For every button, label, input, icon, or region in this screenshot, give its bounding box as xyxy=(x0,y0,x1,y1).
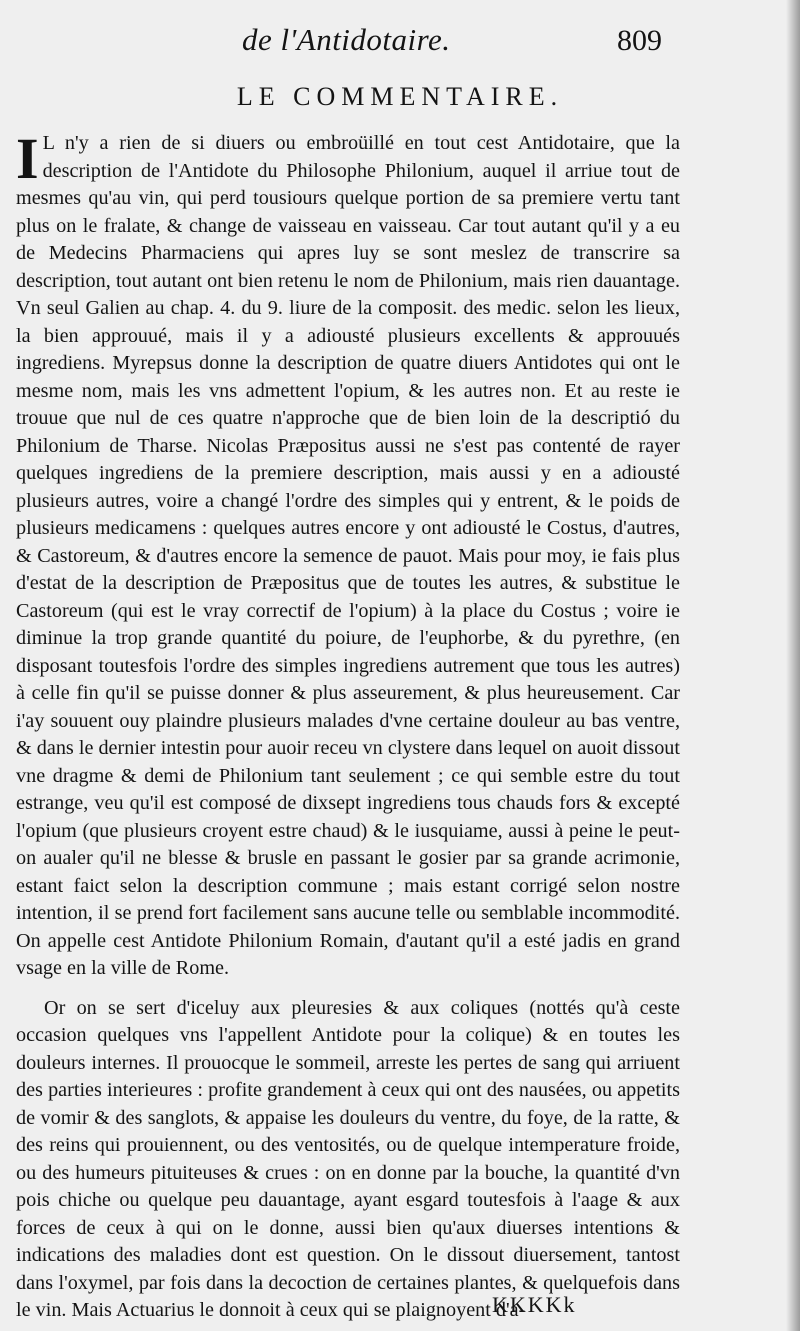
running-head xyxy=(0,22,800,62)
running-title: de l'Antidotaire. xyxy=(242,22,451,57)
drop-cap: I xyxy=(16,126,39,191)
paragraph-2: Or on se sert d'iceluy aux pleuresies & aux coliques (nottés qu'à ceste occasion quelques vns l'appellent Antidote pour la colique) & en toutes les douleurs internes. Il prouocque le sommeil, arreste les pertes de sang qui arriuent des parties interieures : profite grandement à ceux qui ont des nausées, ou appetits de vomir & des sanglots, & appaise les douleurs du ventre, du foye, de la ratte, & des reins qui prouiennent, ou des ventosités, ou de quelque intemperature froide, ou des humeurs pituiteuses & crues : on en donne par la bouche, la quantité d'vn pois chiche ou quelque peu dauantage, ayant esgard toutesfois à l'aage & aux forces de ceux à qui on le donne, aussi bien qu'aux diuerses intentions & indications des maladies dont est question. On le dissout diuersement, tantost dans l'oxymel, par fois dans la decoction de certaines plantes, & quelquefois dans le vin. Mais Actuarius le donnoit à ceux qui se plaignoyent d'a- xyxy=(16,996,680,1321)
signature-catchword: KKKKk xyxy=(492,1292,577,1317)
paragraph-1-text: L n'y a rien de si diuers ou embroüillé en tout cest Antidotaire, que la description de l'Antidote du Philosophe Philonium, auquel il arriue tout de mesmes qu'au vin, qui perd tousiours quelque portion de sa premiere vertu tant plus on le fralate, & change de vaisseau en vaisseau. Car tout autant qu'il y a eu de Medecins Pharmaciens qui apres luy se sont meslez de transcrire sa description, tout autant ont bien retenu le nom de Philonium, mais rien dauantage. Vn seul Galien au chap. 4. du 9. liure de la composit. des medic. selon les lieux, la bien approuué, mais il y a adiousté plusieurs excellents & approuués ingrediens. Myrepsus donne la description de quatre diuers Antidotes qui ont le mesme nom, mais les vns admettent l'opium, & les autres non. Et au reste ie trouue que nul de ces quatre n'approche que de bien loin de la descriptió du Philonium de Tharse. Nicolas Præpositus aussi ne s'est pas contenté de rayer quelques ingrediens de la premiere description, mais aussi y en a adiousté plusieurs autres, voire a changé l'ordre des simples qui y entrent, & le poids de plusieurs medicamens : quelques autres encore y ont adiousté le Costus, d'autres, & Castoreum, & d'autres encore la semence de pauot. Mais pour moy, ie fais plus d'estat de la description de Præpositus que de toutes les autres, & substitue le Castoreum (qui est le vray correctif de l'opium) à la place du Costus ; voire ie diminue la trop grande quantité du poiure, de l'euphorbe, & du pyrethre, (en disposant toutesfois l'ordre des simples ingrediens autrement que tous les autres) à celle fin qu'il se puisse donner & plus asseurement, & plus heureusement. Car i'ay souuent ouy plaindre plusieurs malades d'vne certaine douleur au bas ventre, & dans le dernier intestin pour auoir receu vn clystere dans lequel on auoit dissout vne dragme & demi de Philonium tant seulement ; ce qui semble estre du tout estrange, veu qu'il est composé de dixsept ingrediens tous chauds fors & excepté l'opium (que plusieurs croyent estre chaud) & le iusquiame, aussi à peine le peut-on aualer qu'il ne blesse & brusle en passant le gosier par sa grande acrimonie, estant faict selon la description commune ; mais estant corrigé selon nostre intention, il se prend fort facilement sans aucune telle ou semblable incommodité. On appelle cest Antidote Philonium Romain, d'autant qu'il a esté jadis en grand vsage en la ville de Rome. xyxy=(16,132,680,979)
page-edge-shadow xyxy=(786,0,800,1331)
paragraph-1 xyxy=(16,126,680,983)
page-number: 809 xyxy=(617,24,662,57)
body-text xyxy=(16,126,680,1325)
section-title: LE COMMENTAIRE. xyxy=(236,82,564,111)
